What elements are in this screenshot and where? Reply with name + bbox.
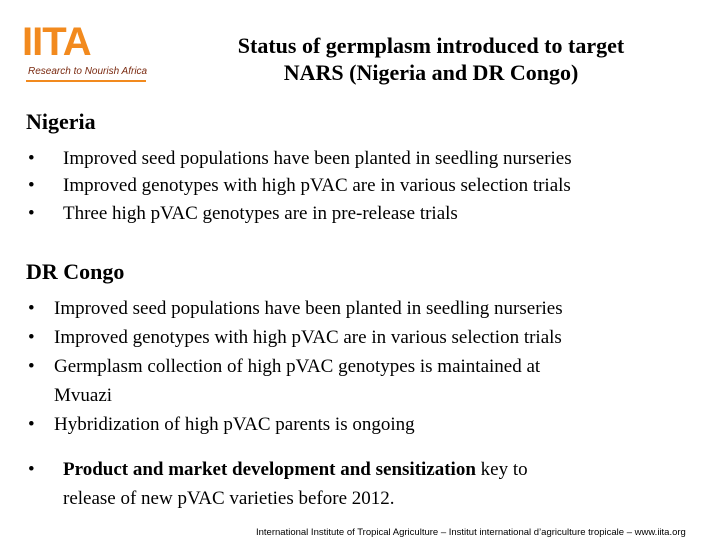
- bullet: •: [28, 148, 35, 169]
- footer: International Institute of Tropical Agriculture – Institut international d’agriculture tropicale – www.iita.org: [256, 527, 686, 538]
- bullet: •: [28, 414, 35, 435]
- nigeria-heading: Nigeria: [26, 109, 96, 134]
- bullet: •: [28, 327, 35, 348]
- nigeria-item-2: Improved genotypes with high pVAC are in various selection trials: [63, 175, 571, 196]
- bullet: •: [28, 298, 35, 319]
- title-line-2: NARS (Nigeria and DR Congo): [283, 60, 579, 85]
- bullet: •: [28, 203, 35, 224]
- nigeria-item-1: Improved seed populations have been planted in seedling nurseries: [63, 148, 572, 169]
- bullet: •: [28, 459, 35, 480]
- final-item-line-2: release of new pVAC varieties before 2012.: [63, 488, 395, 509]
- drcongo-item-2: Improved genotypes with high pVAC are in various selection trials: [54, 327, 562, 348]
- drcongo-heading: DR Congo: [26, 259, 125, 284]
- drcongo-item-1: Improved seed populations have been planted in seedling nurseries: [54, 298, 563, 319]
- drcongo-item-4: Hybridization of high pVAC parents is ongoing: [54, 414, 415, 435]
- logo-wordmark: IITA: [22, 20, 91, 64]
- title-line-1: Status of germplasm introduced to target: [237, 33, 625, 58]
- slide-title: [176, 32, 686, 86]
- bullet: •: [28, 175, 35, 196]
- final-item-rest: key to: [475, 459, 528, 480]
- logo-underline: [26, 80, 146, 82]
- drcongo-item-3: Germplasm collection of high pVAC genotypes is maintained at: [54, 356, 541, 377]
- nigeria-item-3: Three high pVAC genotypes are in pre-release trials: [63, 203, 458, 224]
- final-item-bold: Product and market development and sensitization: [63, 459, 476, 480]
- logo-tagline: Research to Nourish Africa: [28, 66, 148, 77]
- final-item-line-1: [63, 458, 528, 481]
- bullet: •: [28, 356, 35, 377]
- drcongo-item-3-continued: Mvuazi: [54, 385, 113, 406]
- iita-logo: [22, 20, 172, 90]
